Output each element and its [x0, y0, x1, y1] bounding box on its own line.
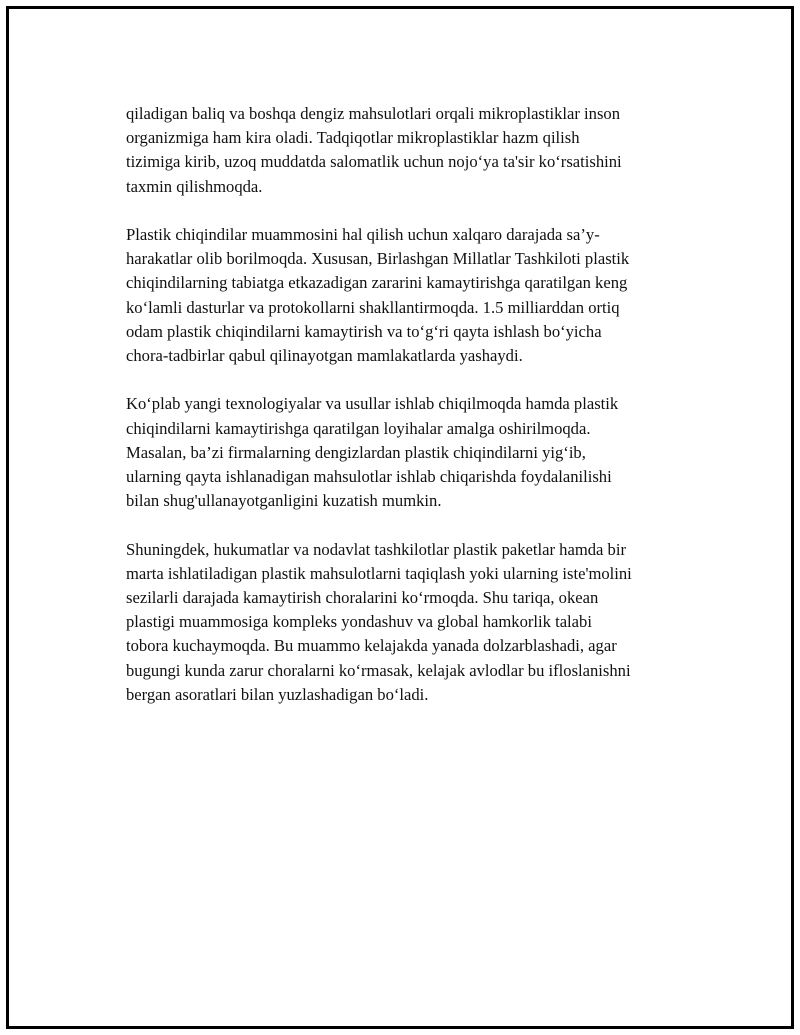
text-line: bergan asoratlari bilan yuzlashadigan bo‘ladi. — [126, 684, 429, 704]
text-line: Masalan, ba’zi firmalarning dengizlardan plastik chiqindilarni yig‘ib, — [126, 442, 586, 462]
page-frame — [6, 6, 794, 1029]
text-line: sezilarli darajada kamaytirish choralarini ko‘rmoqda. Shu tariqa, okean — [126, 588, 599, 608]
text-line: tobora kuchaymoqda. Bu muammo kelajakda yanada dolzarblashadi, agar — [126, 636, 617, 656]
text-line: odam plastik chiqindilarni kamaytirish va to‘g‘ri qayta ishlash bo‘yicha — [126, 321, 602, 341]
paragraph-2 — [126, 223, 696, 368]
text-line: Plastik chiqindilar muammosini hal qilish uchun xalqaro darajada sa’y- — [126, 225, 600, 244]
text-line: ko‘lamli dasturlar va protokollarni shakllantirmoqda. 1.5 milliarddan ortiq — [126, 297, 620, 317]
text-line: organizmiga ham kira oladi. Tadqiqotlar mikroplastiklar hazm qilish — [126, 128, 580, 148]
text-line: Ko‘plab yangi texnologiyalar va usullar ishlab chiqilmoqda hamda plastik — [126, 394, 619, 414]
paragraph-3 — [126, 392, 696, 513]
text-line: qiladigan baliq va boshqa dengiz mahsulotlari orqali mikroplastiklar inson — [126, 104, 621, 123]
text-line: chora-tadbirlar qabul qilinayotgan mamlakatlarda yashaydi. — [126, 346, 523, 366]
text-line: bugungi kunda zarur choralarni ko‘rmasak, kelajak avlodlar bu ifloslanishni — [126, 660, 631, 680]
text-line: ularning qayta ishlanadigan mahsulotlar ishlab chiqarishda foydalanilishi — [126, 467, 612, 487]
text-line: bilan shug'ullanayotganligini kuzatish mumkin. — [126, 491, 442, 511]
text-line: chiqindilarni kamaytirishga qaratilgan loyihalar amalga oshirilmoqda. — [126, 418, 591, 438]
text-line: chiqindilarning tabiatga etkazadigan zararini kamaytirishga qaratilgan keng — [126, 273, 628, 293]
paragraph-4 — [126, 538, 696, 707]
text-line: taxmin qilishmoqda. — [126, 176, 263, 196]
text-line: Shuningdek, hukumatlar va nodavlat tashkilotlar plastik paketlar hamda bir — [126, 539, 626, 559]
text-line: marta ishlatiladigan plastik mahsulotlarni taqiqlash yoki ularning iste'molini — [126, 563, 632, 583]
text-line: harakatlar olib borilmoqda. Xususan, Birlashgan Millatlar Tashkiloti plastik — [126, 249, 630, 269]
text-line: plastigi muammosiga kompleks yondashuv va global hamkorlik talabi — [126, 612, 592, 632]
paragraph-1 — [126, 102, 696, 199]
text-line: tizimiga kirib, uzoq muddatda salomatlik uchun nojo‘ya ta'sir ko‘rsatishini — [126, 152, 622, 172]
document-body — [126, 102, 696, 731]
